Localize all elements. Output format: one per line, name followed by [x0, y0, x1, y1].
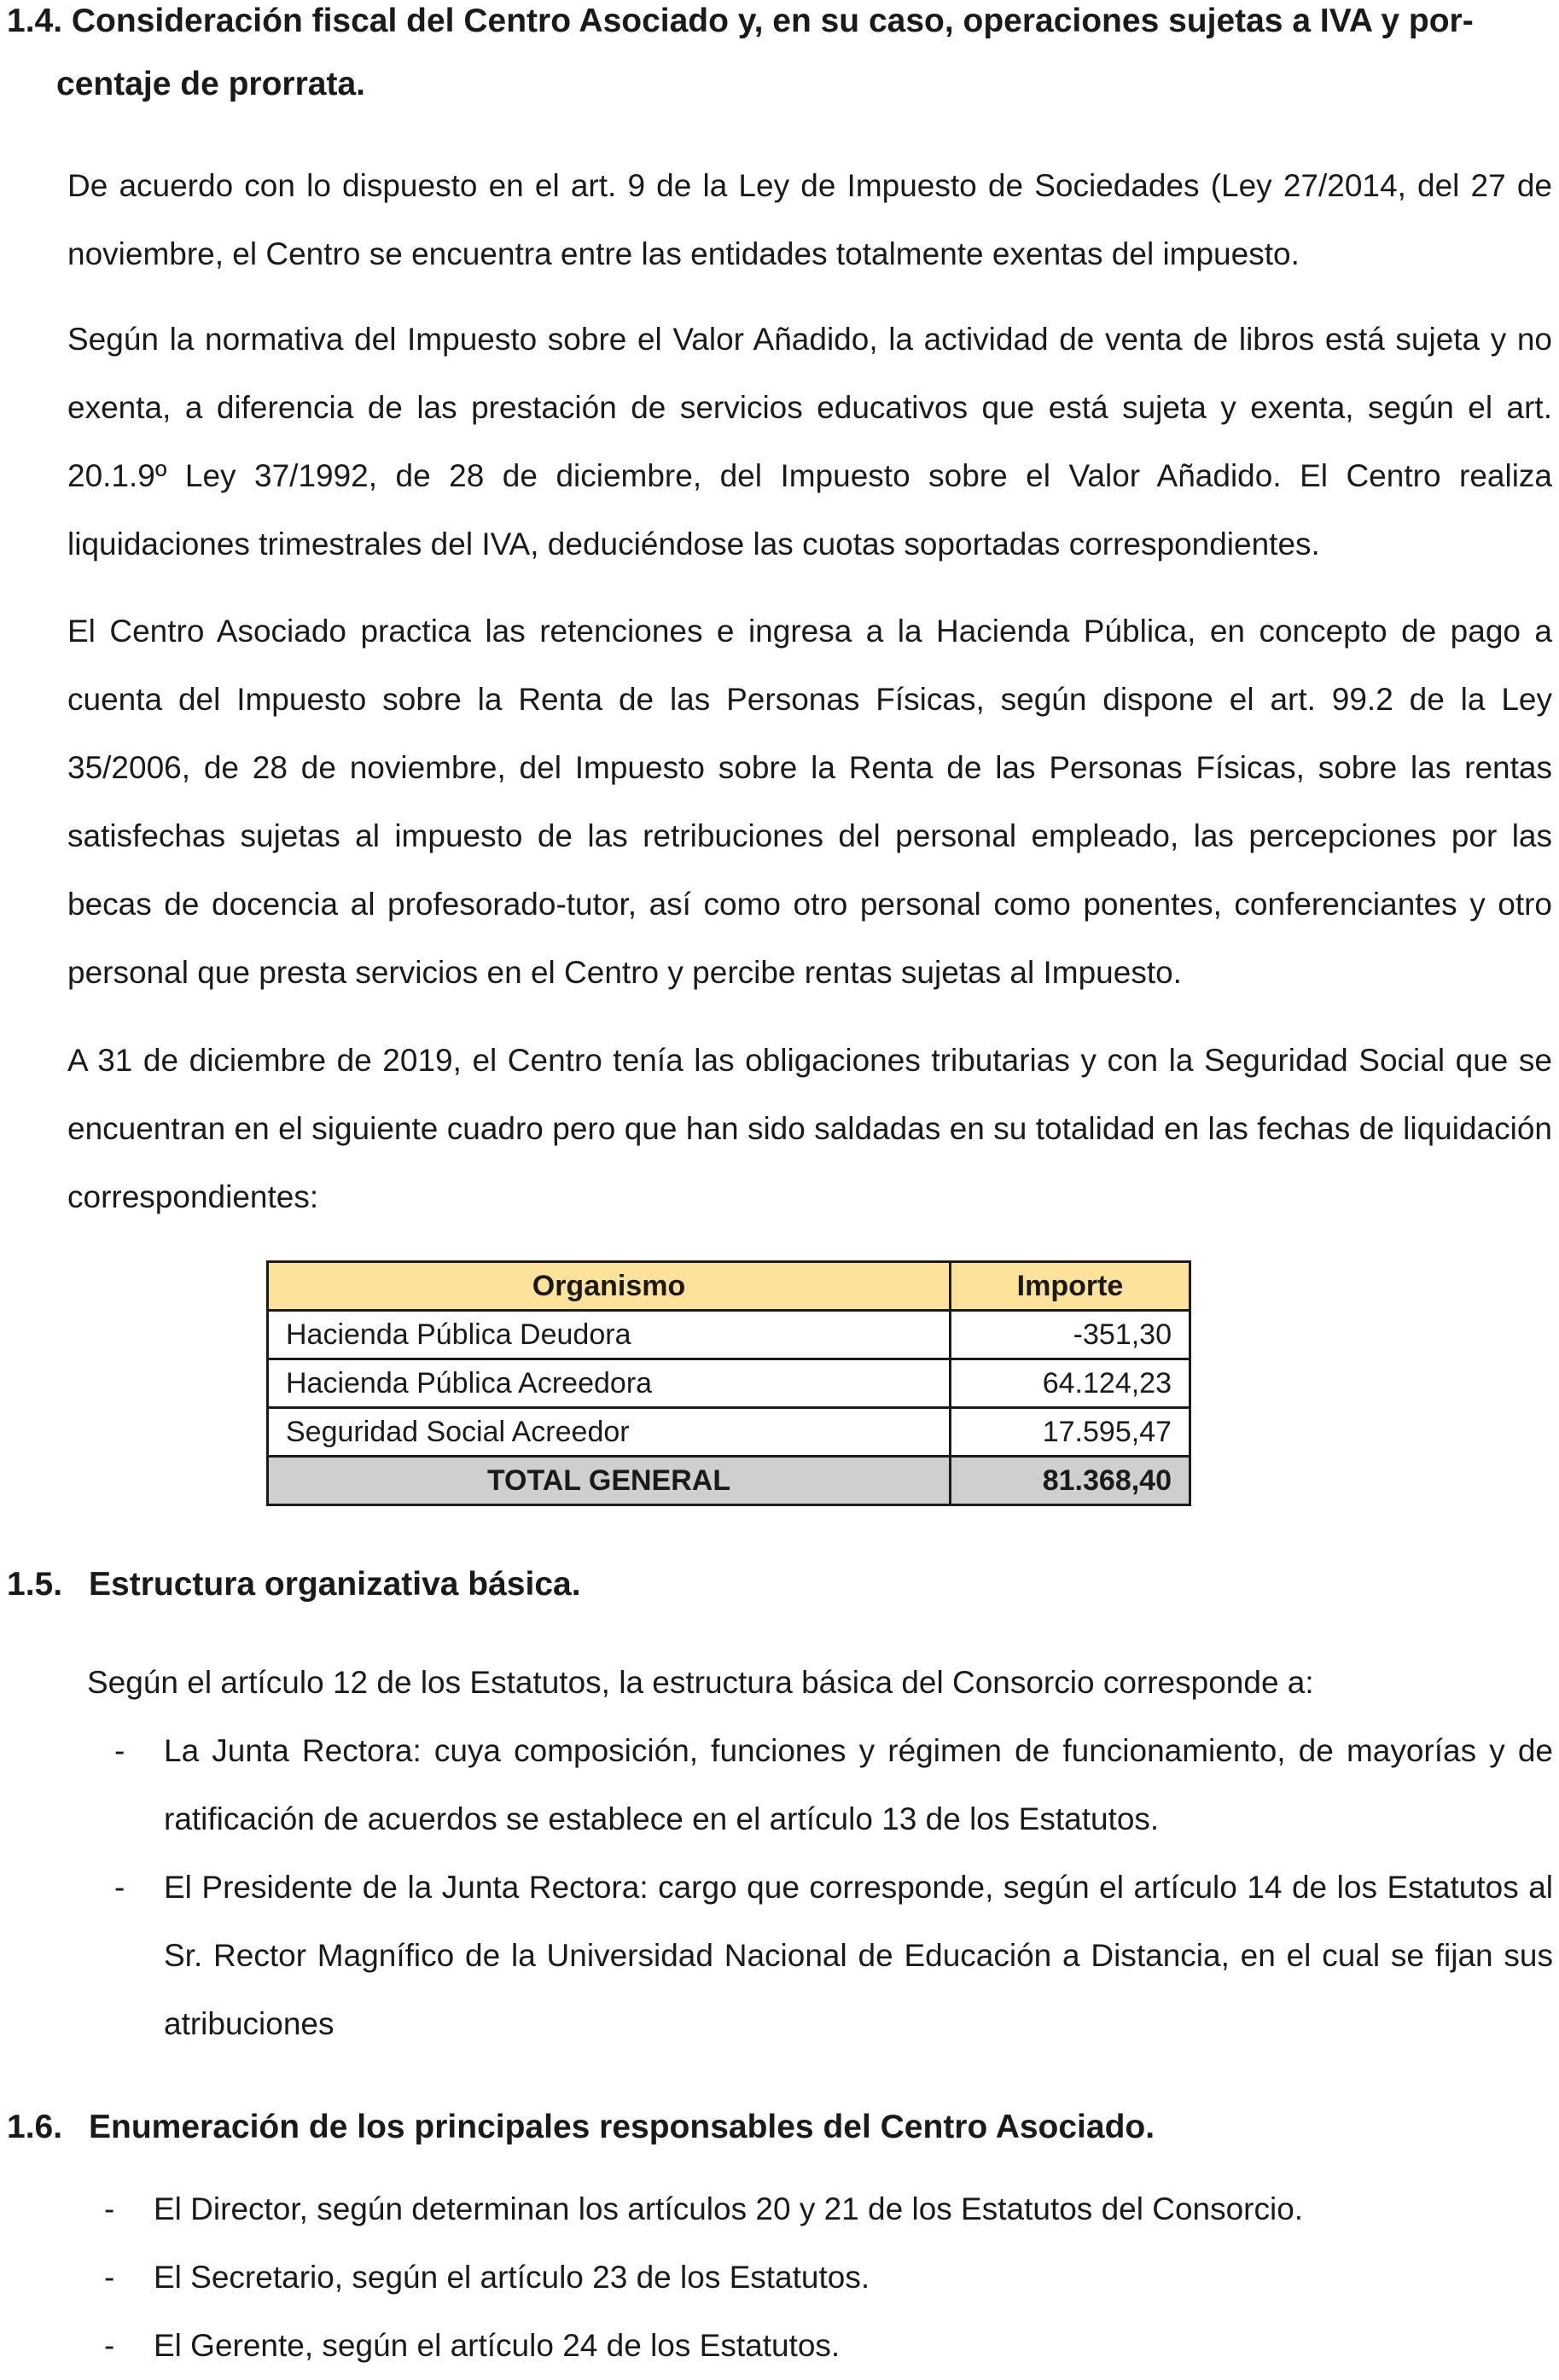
table-cell-organismo: Hacienda Pública Deudora	[268, 1311, 951, 1359]
list-dash: -	[114, 1870, 125, 1905]
list-item	[104, 2175, 1536, 2243]
paragraph-iva: Según la normativa del Impuesto sobre el Valor Añadido, la actividad de venta de libros está sujeta y no exenta, a diferencia de las prestación de servicios educativos que está sujeta y exenta, según el art. 20.1.9º Ley 37/1992, de 28 de diciembre, del Impuesto sobre el Valor Añadido. El Centro realiza liquidaciones trimestrales del IVA, deduciéndose las cuotas soportadas correspondientes.	[67, 322, 1552, 562]
table-cell-importe: -351,30	[951, 1311, 1190, 1359]
table-total-row	[268, 1457, 1190, 1505]
section-1-4-heading	[7, 0, 1534, 116]
list-item-text: El Secretario, según el artículo 23 de los Estatutos.	[154, 2260, 870, 2295]
section-1-4-heading-line2: centaje de prorrata.	[56, 66, 365, 102]
obligations-table	[266, 1260, 1191, 1506]
section-1-6-title: Enumeración de los principales responsables del Centro Asociado.	[89, 2109, 1155, 2145]
section-1-5-title: Estructura organizativa básica.	[89, 1566, 581, 1603]
section-1-6-number: 1.6.	[7, 2109, 63, 2145]
section-1-5-heading	[7, 1553, 581, 1616]
list-item-text: El Director, según determinan los artículos 20 y 21 de los Estatutos del Consorcio.	[154, 2191, 1304, 2226]
section-1-5-number: 1.5.	[7, 1566, 63, 1603]
list-dash: -	[104, 2260, 115, 2295]
table-cell-organismo: Hacienda Pública Acreedora	[268, 1359, 951, 1408]
table-header-row	[268, 1262, 1190, 1311]
list-item-text: La Junta Rectora: cuya composición, funciones y régimen de funcionamiento, de mayorías y de ratificación de acuerdos se establece en el artículo 13 de los Estatutos.	[164, 1733, 1553, 1836]
list-dash: -	[104, 2191, 115, 2226]
list-item	[114, 1717, 1553, 1853]
table-cell-importe: 64.124,23	[951, 1359, 1190, 1408]
column-header-importe: Importe	[951, 1262, 1190, 1311]
list-item	[104, 2312, 1536, 2380]
section-1-5-intro: Según el artículo 12 de los Estatutos, la estructura básica del Consorcio corresponde a:	[87, 1665, 1314, 1700]
section-1-6-list	[104, 2175, 1536, 2380]
section-1-4-heading-line1: 1.4. Consideración fiscal del Centro Asociado y, en su caso, operaciones sujetas a IVA y por-	[7, 3, 1474, 39]
list-item-text: El Presidente de la Junta Rectora: cargo que corresponde, según el artículo 14 de los Estatutos al Sr. Rector Magnífico de la Universidad Nacional de Educación a Distancia, en el cual se fijan sus atribuciones	[164, 1870, 1553, 2041]
paragraph-sociedades: De acuerdo con lo dispuesto en el art. 9 de la Ley de Impuesto de Sociedades (Ley 27/2014, del 27 de noviembre, el Centro se encuentra entre las entidades totalmente exentas del impuesto.	[67, 168, 1552, 271]
table-total-amount: 81.368,40	[951, 1457, 1190, 1505]
list-item-text: El Gerente, según el artículo 24 de los Estatutos.	[154, 2328, 841, 2363]
paragraph-obligaciones: A 31 de diciembre de 2019, el Centro tenía las obligaciones tributarias y con la Seguridad Social que se encuentran en el siguiente cuadro pero que han sido saldadas en su totalidad en las fechas de liquidación correspondientes:	[67, 1043, 1552, 1214]
table-total-label: TOTAL GENERAL	[268, 1457, 951, 1505]
list-dash: -	[114, 1733, 125, 1768]
table-cell-importe: 17.595,47	[951, 1408, 1190, 1457]
list-dash: -	[104, 2328, 115, 2363]
paragraph-irpf: El Centro Asociado practica las retenciones e ingresa a la Hacienda Pública, en concepto de pago a cuenta del Impuesto sobre la Renta de las Personas Físicas, según dispone el art. 99.2 de la Ley 35/2006, de 28 de noviembre, del Impuesto sobre la Renta de las Personas Físicas, sobre las rentas satisfechas sujetas al impuesto de las retribuciones del personal empleado, las percepciones por las becas de docencia al profesorado-tutor, así como otro personal como ponentes, conferenciantes y otro personal que presta servicios en el Centro y percibe rentas sujetas al Impuesto.	[67, 614, 1552, 990]
list-item	[114, 1853, 1553, 2058]
section-1-5-list	[114, 1717, 1553, 2058]
column-header-organismo: Organismo	[268, 1262, 951, 1311]
table-row	[268, 1359, 1190, 1408]
table-row	[268, 1408, 1190, 1457]
list-item	[104, 2243, 1536, 2312]
section-1-6-heading	[7, 2096, 1155, 2159]
table-row	[268, 1311, 1190, 1359]
table-cell-organismo: Seguridad Social Acreedor	[268, 1408, 951, 1457]
